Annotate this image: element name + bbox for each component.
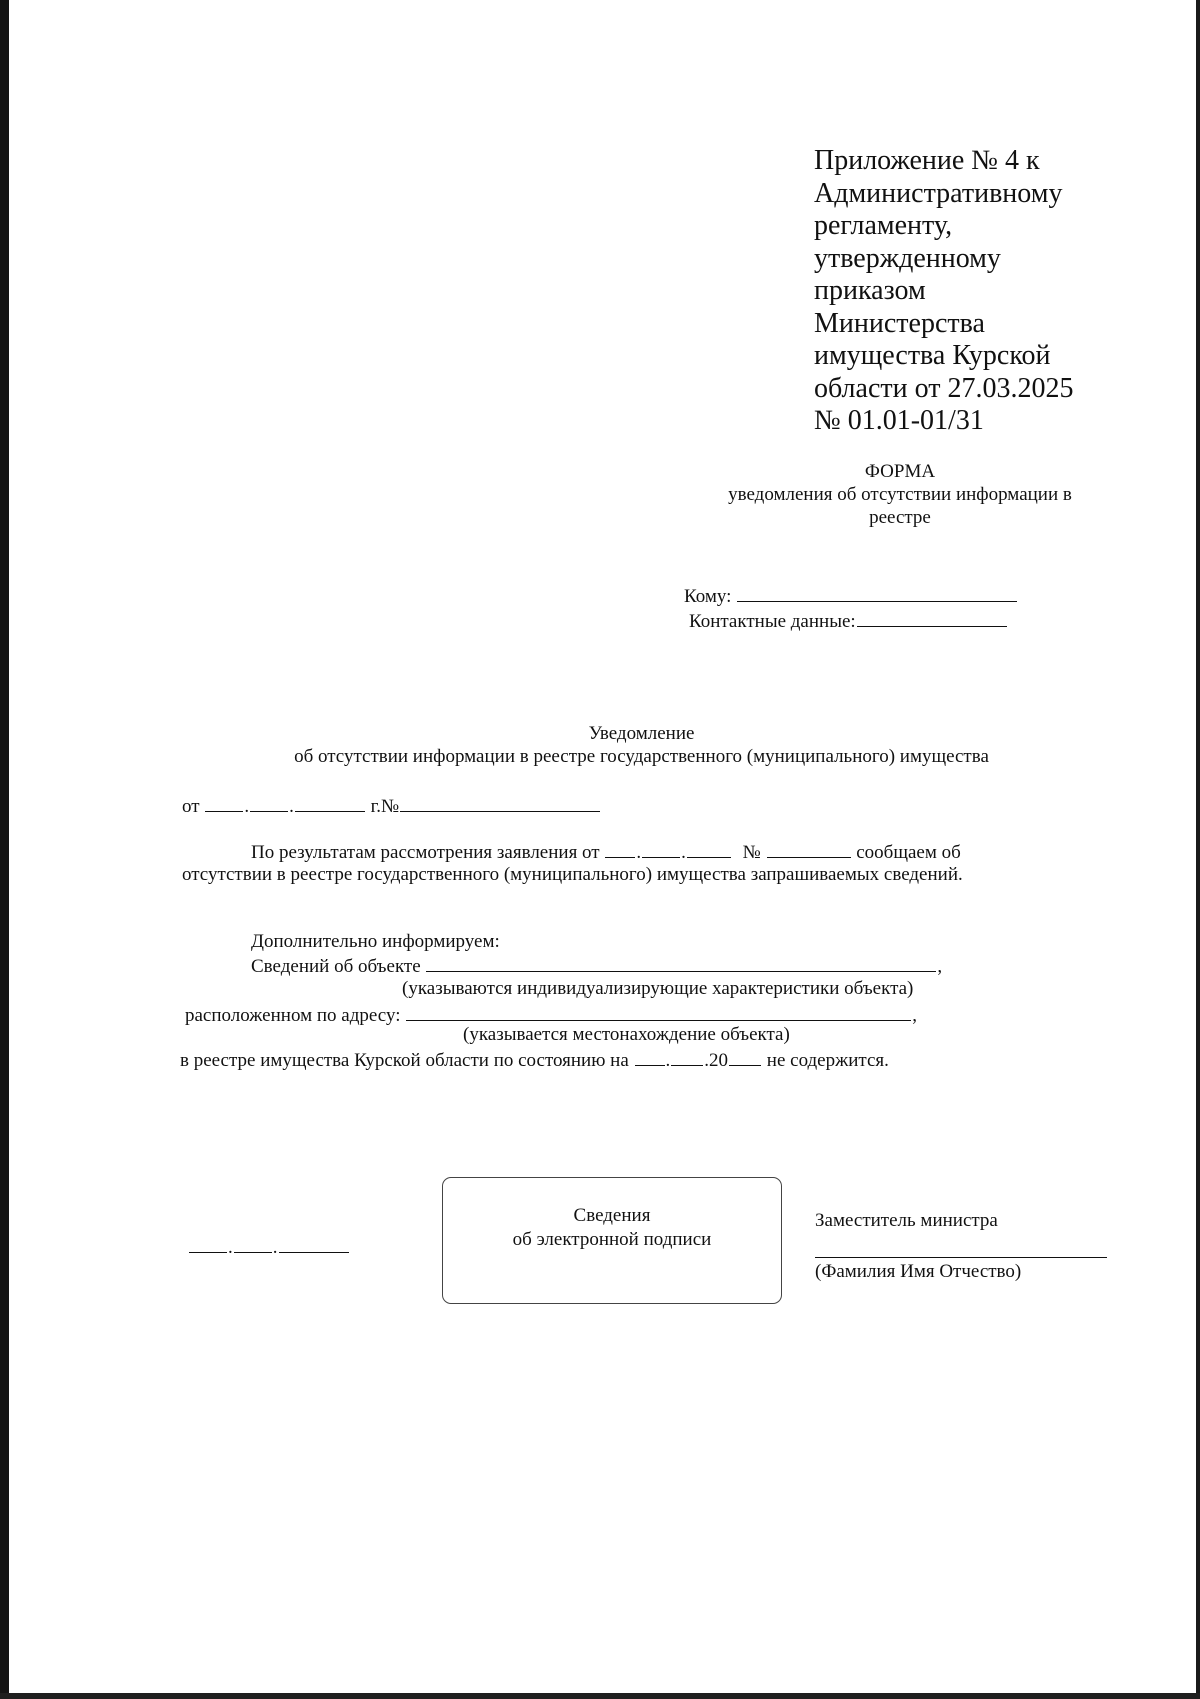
appendix-line: имущества Курской <box>814 340 1051 371</box>
form-subtitle-line1: уведомления об отсутствии информации в <box>728 484 1072 505</box>
notice-date-line <box>182 794 601 818</box>
application-number-field[interactable] <box>767 840 851 858</box>
recipient-contacts-label: Контактные данные: <box>689 611 856 632</box>
notice-number-prefix: г.№ <box>370 796 400 817</box>
appendix-line: приказом <box>814 275 926 306</box>
notice-date-sep: . <box>289 796 294 817</box>
notice-subtitle: об отсутствии информации в реестре государственного (муниципального) имущества <box>294 746 989 767</box>
application-day-field[interactable] <box>605 840 635 858</box>
scan-edge-right <box>1196 0 1200 1699</box>
date-sep: . <box>681 842 686 863</box>
signature-month-field[interactable] <box>234 1235 272 1253</box>
registry-line <box>180 1048 889 1072</box>
year-prefix: .20 <box>704 1050 729 1071</box>
date-sep: . <box>636 842 642 863</box>
signature-box-line2: об электронной подписи <box>512 1229 712 1250</box>
registry-day-field[interactable] <box>635 1048 665 1066</box>
date-sep: . <box>272 1237 278 1258</box>
object-line <box>251 954 942 978</box>
application-year-field[interactable] <box>687 840 731 858</box>
body-text: сообщаем об <box>856 842 961 863</box>
recipient-contacts-field[interactable] <box>857 609 1007 627</box>
address-hint: (указывается местонахождение объекта) <box>463 1024 790 1045</box>
address-field[interactable] <box>406 1003 911 1021</box>
date-sep: . <box>228 1237 233 1258</box>
appendix-line: Приложение № 4 к <box>814 145 1040 176</box>
date-sep: . <box>665 1050 671 1071</box>
signature-year-field[interactable] <box>279 1235 349 1253</box>
notice-number-field[interactable] <box>400 794 600 812</box>
appendix-line: области от 27.03.2025 <box>814 372 1074 404</box>
signature-day-field[interactable] <box>189 1235 227 1253</box>
object-hint: (указываются индивидуализирующие характеристики объекта) <box>402 978 914 999</box>
appendix-line: регламенту, <box>814 210 953 241</box>
appendix-line: Министерства <box>814 307 985 339</box>
body-paragraph-line1 <box>251 840 961 864</box>
electronic-signature-box <box>442 1177 782 1304</box>
address-label: расположенном по адресу: <box>185 1005 401 1026</box>
signatory-name-field[interactable] <box>815 1257 1107 1258</box>
scan-edge-left <box>0 0 9 1699</box>
signatory-name-hint: (Фамилия Имя Отчество) <box>815 1261 1022 1282</box>
signature-box-line1: Сведения <box>573 1205 651 1226</box>
appendix-line: утвержденному <box>814 242 1001 274</box>
registry-text-end: не содержится. <box>766 1050 889 1071</box>
notice-date-sep: . <box>244 796 250 817</box>
appendix-line: Административному <box>814 177 1063 209</box>
additional-heading: Дополнительно информируем: <box>251 931 500 952</box>
application-month-field[interactable] <box>642 840 680 858</box>
recipient-to-label: Кому: <box>684 586 732 607</box>
signatory-position: Заместитель министра <box>815 1210 998 1231</box>
number-sign: № <box>742 842 761 863</box>
registry-text: в реестре имущества Курской области по состоянию на <box>180 1050 629 1071</box>
object-label: Сведений об объекте <box>251 956 421 977</box>
notice-month-field[interactable] <box>250 794 288 812</box>
registry-year-field[interactable] <box>729 1048 761 1066</box>
registry-month-field[interactable] <box>671 1048 703 1066</box>
signature-date <box>188 1235 350 1259</box>
scan-edge-bottom <box>0 1693 1200 1699</box>
notice-year-field[interactable] <box>295 794 365 812</box>
recipient-to-field[interactable] <box>737 584 1017 602</box>
recipient-contacts <box>689 609 1008 633</box>
comma: , <box>912 1005 917 1026</box>
appendix-note <box>814 145 1073 438</box>
comma: , <box>937 956 943 977</box>
notice-title: Уведомление <box>588 723 695 744</box>
form-subtitle-line2: реестре <box>869 507 931 528</box>
recipient-to <box>684 584 1018 608</box>
body-paragraph-line2: отсутствии в реестре государственного (муниципального) имущества запрашиваемых сведений. <box>182 864 963 885</box>
notice-day-field[interactable] <box>205 794 243 812</box>
appendix-line: № 01.01-01/31 <box>814 405 984 436</box>
object-field[interactable] <box>426 954 936 972</box>
form-title: ФОРМА <box>864 461 936 482</box>
notice-date-prefix: от <box>182 796 200 817</box>
body-text: По результатам рассмотрения заявления от <box>251 842 600 863</box>
